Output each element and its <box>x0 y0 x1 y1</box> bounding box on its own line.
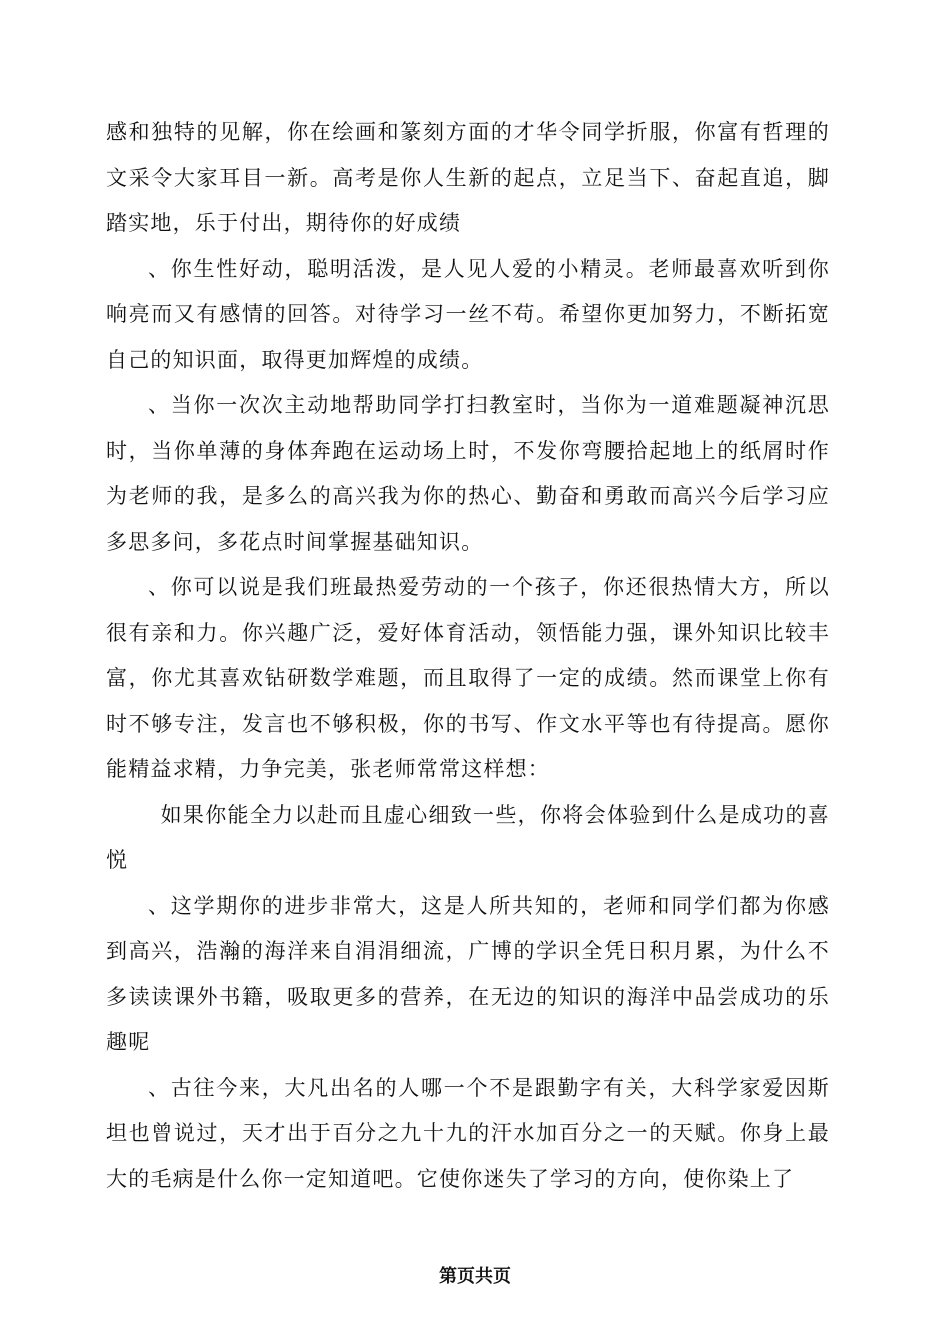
page-footer: 第页共页 <box>439 1266 511 1287</box>
paragraph-2: 、你生性好动，聪明活泼，是人见人爱的小精灵。老师最喜欢听到你响亮而又有感情的回答。对待学习一丝不苟。希望你更加努力，不断拓宽自己的知识面，取得更加辉煌的成绩。 <box>106 256 830 372</box>
paragraph-7: 、古往今来，大凡出名的人哪一个不是跟勤字有关，大科学家爱因斯坦也曾说过，天才出于百分之九十九的汗水加百分之一的天赋。你身上最大的毛病是什么你一定知道吧。它使你迷失了学习的方向，使你染上了 <box>106 1075 830 1191</box>
paragraph-6: 、这学期你的进步非常大，这是人所共知的，老师和同学们都为你感到高兴，浩瀚的海洋来自涓涓细流，广博的学识全凭日积月累，为什么不多读读课外书籍，吸取更多的营养，在无边的知识的海洋中品尝成功的乐趣呢 <box>106 893 830 1054</box>
document-body <box>106 110 830 1202</box>
paragraph-1: 感和独特的见解，你在绘画和篆刻方面的才华令同学折服，你富有哲理的文采令大家耳目一新。高考是你人生新的起点，立足当下、奋起直追，脚踏实地，乐于付出，期待你的好成绩 <box>106 120 830 235</box>
paragraph-3: 、当你一次次主动地帮助同学打扫教室时，当你为一道难题凝神沉思时，当你单薄的身体奔跑在运动场上时，不发你弯腰拾起地上的纸屑时作为老师的我，是多么的高兴我为你的热心、勤奋和勇敢而高兴今后学习应多思多问，多花点时间掌握基础知识。 <box>106 393 830 554</box>
paragraph-5: 如果你能全力以赴而且虚心细致一些，你将会体验到什么是成功的喜悦 <box>106 802 830 872</box>
paragraph-4: 、你可以说是我们班最热爱劳动的一个孩子，你还很热情大方，所以很有亲和力。你兴趣广泛，爱好体育活动，领悟能力强，课外知识比较丰富，你尤其喜欢钻研数学难题，而且取得了一定的成绩。然而课堂上你有时不够专注，发言也不够积极，你的书写、作文水平等也有待提高。愿你能精益求精，力争完美，张老师常常这样想： <box>106 575 830 781</box>
